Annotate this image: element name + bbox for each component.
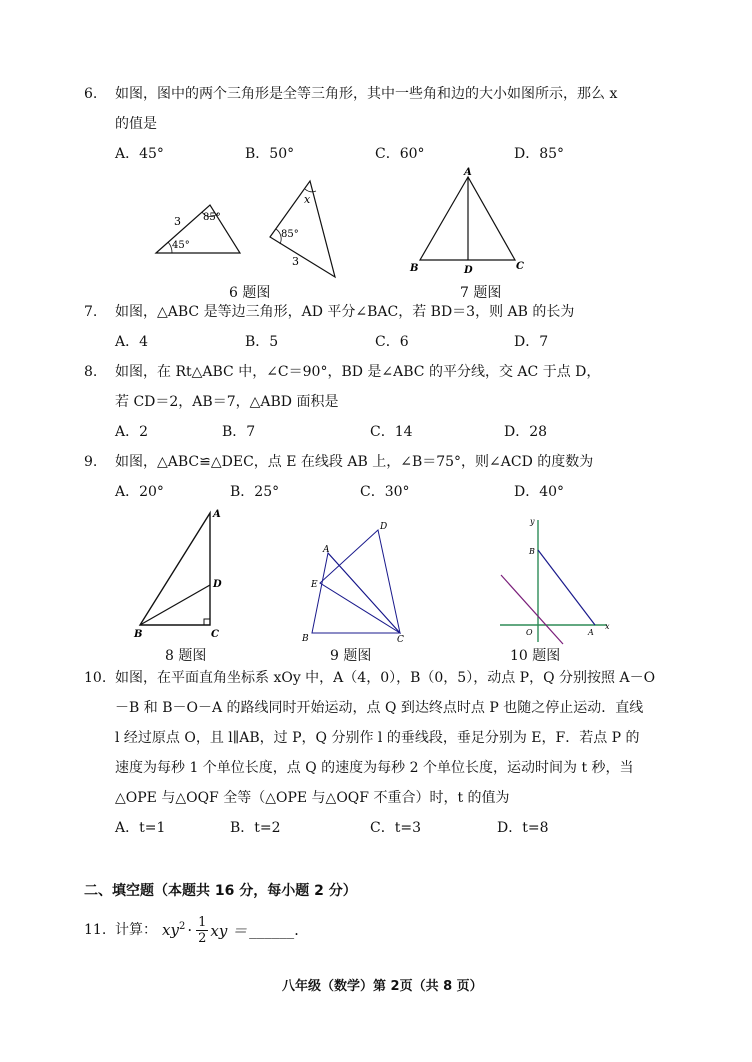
fig6-triangle-right bbox=[270, 181, 335, 277]
fig8-label-d: D bbox=[213, 579, 222, 590]
fig8-triangle bbox=[140, 513, 210, 625]
q9-option-b: B．25° bbox=[230, 484, 280, 500]
q8-option-c: C．14 bbox=[370, 424, 413, 440]
q11-expr-left: xy bbox=[162, 921, 179, 939]
fig10-label-o: O bbox=[526, 628, 533, 637]
fig10-label-b: B bbox=[529, 547, 535, 556]
q10-text-line3: l 经过原点 O，且 l∥AB，过 P，Q 分别作 l 的垂线段，垂足分别为 E，F．若点 P 的 bbox=[115, 730, 640, 746]
q10-option-a: A．t=1 bbox=[115, 820, 166, 836]
fig6-triangle-left bbox=[156, 205, 240, 253]
q8-number: 8. bbox=[84, 364, 98, 380]
figure-9 bbox=[298, 520, 413, 645]
fig7-label-b: B bbox=[410, 263, 419, 274]
q7-option-b: B．5 bbox=[245, 334, 279, 350]
fig8-bisector-bd bbox=[140, 585, 210, 625]
q7-text: 如图，△ABC 是等边三角形，AD 平分∠BAC，若 BD＝3，则 AB 的长为 bbox=[115, 304, 575, 320]
q6-text-line1: 如图，图中的两个三角形是全等三角形，其中一些角和边的大小如图所示，那么 x bbox=[115, 86, 618, 102]
q9-option-c: C．30° bbox=[360, 484, 410, 500]
fig6-label-x: x bbox=[304, 193, 311, 206]
q11-dot: · bbox=[187, 921, 193, 939]
fig10-segment-ab bbox=[538, 550, 595, 625]
q8-text-line1: 如图，在 Rt△ABC 中，∠C＝90°，BD 是∠ABC 的平分线，交 AC 于点 D， bbox=[115, 364, 601, 380]
fig6-label-angle2: 45° bbox=[172, 240, 190, 251]
q8-option-b: B．7 bbox=[222, 424, 256, 440]
q7-option-c: C．6 bbox=[375, 334, 409, 350]
q7-number: 7. bbox=[84, 304, 98, 320]
fig8-label-b: B bbox=[134, 629, 143, 640]
q9-text: 如图，△ABC≌△DEC，点 E 在线段 AB 上，∠B＝75°，则∠ACD 的度数为 bbox=[115, 454, 594, 470]
q10-text-line1: 如图，在平面直角坐标系 xOy 中，A（4，0），B（0，5），动点 P，Q 分别按照 A－O bbox=[115, 670, 656, 686]
q11-frac-num: 1 bbox=[198, 914, 207, 930]
fig8-label-c: C bbox=[211, 629, 219, 640]
fig10-label-y: y bbox=[530, 517, 535, 526]
q10-number: 10. bbox=[84, 670, 107, 686]
figure-7 bbox=[405, 165, 540, 280]
page-footer: 八年级（数学）第 2页（共 8 页） bbox=[282, 979, 483, 994]
fig8-label-a: A bbox=[213, 509, 221, 520]
q7-option-a: A．4 bbox=[115, 334, 149, 350]
q8-option-d: D．28 bbox=[504, 424, 548, 440]
q11-expr-right: xy ＝ bbox=[210, 921, 248, 940]
q11-fraction bbox=[196, 915, 208, 946]
q6-option-b: B．50° bbox=[245, 146, 295, 162]
q10-text-line5: △OPE 与△OQF 全等（△OPE 与△OQF 不重合）时，t 的值为 bbox=[115, 790, 510, 806]
fig7-label-c: C bbox=[516, 261, 524, 272]
fig9-label-a: A bbox=[323, 545, 330, 555]
fig6-caption: 6 题图 bbox=[229, 285, 271, 301]
q9-number: 9. bbox=[84, 454, 98, 470]
q6-option-d: D．85° bbox=[514, 146, 565, 162]
q8-text-line2: 若 CD＝2，AB＝7，△ABD 面积是 bbox=[115, 394, 339, 410]
q10-option-d: D．t=8 bbox=[497, 820, 549, 836]
fig7-caption: 7 题图 bbox=[460, 285, 502, 301]
q10-option-c: C．t=3 bbox=[370, 820, 421, 836]
fig9-label-d: D bbox=[380, 522, 388, 532]
q11-frac-den: 2 bbox=[198, 930, 207, 946]
fig9-caption: 9 题图 bbox=[330, 648, 372, 664]
q11-answer-blank[interactable]: ______. bbox=[249, 921, 299, 939]
q6-option-c: C．60° bbox=[375, 146, 425, 162]
q7-option-d: D．7 bbox=[514, 334, 549, 350]
q11-expression bbox=[162, 906, 299, 954]
fig9-label-e: E bbox=[311, 580, 318, 590]
q8-option-a: A．2 bbox=[115, 424, 149, 440]
fig9-segment-ac bbox=[328, 553, 400, 633]
fig8-right-angle-mark bbox=[204, 619, 210, 625]
fig10-caption: 10 题图 bbox=[510, 648, 561, 664]
q10-text-line2: －B 和 B－O－A 的路线同时开始运动，点 Q 到达终点时点 P 也随之停止运动．直线 bbox=[115, 700, 644, 716]
figure-10 bbox=[495, 512, 615, 647]
q11-number: 11. bbox=[84, 922, 107, 938]
fig6-label-angle1: 85° bbox=[203, 212, 221, 223]
fig9-label-c: C bbox=[397, 635, 404, 645]
fig9-triangle-dec bbox=[320, 530, 400, 633]
fig6-label-angle3: 85° bbox=[281, 229, 299, 240]
section-2-heading: 二、填空题（本题共 16 分，每小题 2 分） bbox=[84, 883, 357, 899]
q11-prefix: 计算： bbox=[115, 922, 157, 938]
q10-text-line4: 速度为每秒 1 个单位长度，点 Q 的速度为每秒 2 个单位长度，运动时间为 t 秒，当 bbox=[115, 760, 634, 776]
fig6-label-side1: 3 bbox=[174, 215, 181, 228]
q10-option-b: B．t=2 bbox=[230, 820, 281, 836]
fig6-angle-arc-x bbox=[305, 189, 316, 192]
fig8-caption: 8 题图 bbox=[165, 648, 207, 664]
fig10-label-x: x bbox=[605, 622, 610, 631]
q6-number: 6. bbox=[84, 86, 98, 102]
figure-6 bbox=[150, 175, 340, 285]
fig6-label-side2: 3 bbox=[292, 255, 299, 268]
fig9-triangle-abc bbox=[312, 553, 400, 633]
fig7-label-d: D bbox=[464, 265, 473, 276]
fig9-label-b: B bbox=[302, 634, 309, 644]
q6-option-a: A．45° bbox=[115, 146, 164, 162]
figure-8 bbox=[130, 505, 230, 645]
fig7-label-a: A bbox=[464, 167, 472, 178]
q9-option-a: A．20° bbox=[115, 484, 164, 500]
q11-exponent: 2 bbox=[178, 920, 186, 932]
fig10-label-a: A bbox=[588, 628, 594, 637]
q9-option-d: D．40° bbox=[514, 484, 565, 500]
q6-text-line2: 的值是 bbox=[115, 116, 157, 132]
